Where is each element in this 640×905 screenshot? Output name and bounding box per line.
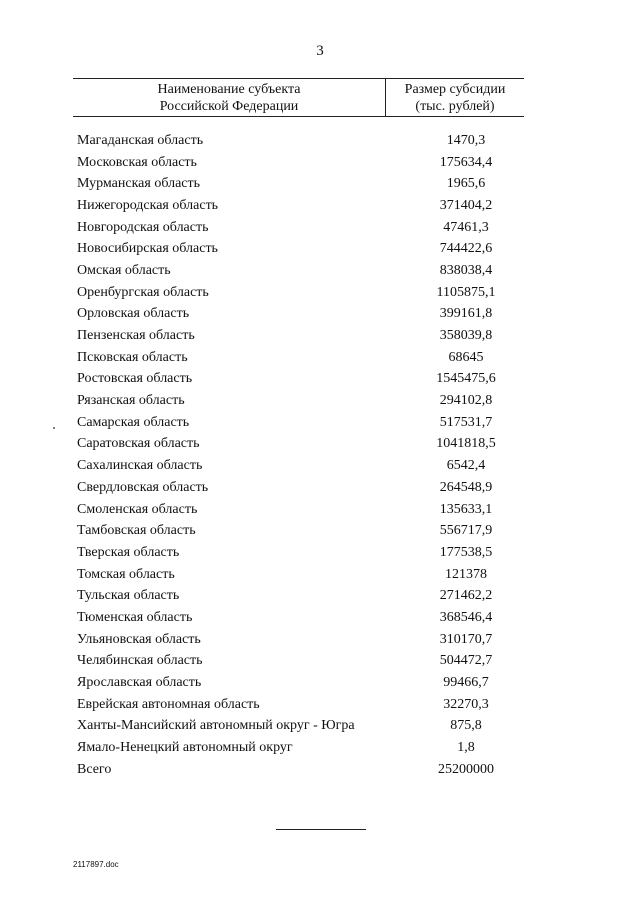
subsidy-amount: 25200000 xyxy=(438,761,494,777)
subsidy-amount: 32270,3 xyxy=(443,696,489,712)
table-row xyxy=(77,737,537,759)
subject-name: Свердловская область xyxy=(77,479,209,495)
subsidy-amount: 47461,3 xyxy=(443,219,489,235)
table-row xyxy=(77,347,537,369)
subject-name: Омская область xyxy=(77,262,171,278)
table-row xyxy=(77,694,537,716)
subsidy-amount: 1965,6 xyxy=(446,176,486,192)
subject-name: Челябинская область xyxy=(77,653,203,669)
subsidy-amount: 875,8 xyxy=(450,718,482,734)
table-row xyxy=(77,173,537,195)
table-row xyxy=(77,434,537,456)
subject-name: Рязанская область xyxy=(77,393,185,409)
scan-speck xyxy=(53,427,55,429)
subject-name: Ульяновская область xyxy=(77,631,201,647)
subject-name: Тверская область xyxy=(77,544,180,560)
table-row xyxy=(77,542,537,564)
header-name-line1: Наименование субъекта xyxy=(157,82,301,97)
subsidy-amount: 294102,8 xyxy=(439,393,493,409)
table-row xyxy=(77,564,537,586)
subsidy-amount: 1041818,5 xyxy=(436,436,496,452)
subject-name: Оренбургская область xyxy=(77,284,209,300)
subsidy-amount: 310170,7 xyxy=(439,631,493,647)
header-name-column xyxy=(73,79,386,116)
table-row xyxy=(77,672,537,694)
table-row xyxy=(77,477,537,499)
table-row xyxy=(77,585,537,607)
table-row xyxy=(77,130,537,152)
table-row xyxy=(77,195,537,217)
table-row xyxy=(77,304,537,326)
subject-name: Томская область xyxy=(77,566,175,582)
subject-name: Тамбовская область xyxy=(77,523,196,539)
table-body xyxy=(77,130,537,781)
subject-name: Самарская область xyxy=(77,414,190,430)
subject-name: Новосибирская область xyxy=(77,241,218,257)
table-row xyxy=(77,260,537,282)
table-row xyxy=(77,455,537,477)
subject-name: Псковская область xyxy=(77,349,188,365)
header-value-line1: Размер субсидии xyxy=(404,82,506,97)
subsidy-amount: 271462,2 xyxy=(439,588,493,604)
subsidy-amount: 264548,9 xyxy=(439,479,493,495)
table-row xyxy=(77,629,537,651)
subject-name: Ярославская область xyxy=(77,675,202,691)
subsidy-amount: 135633,1 xyxy=(439,501,493,517)
header-value-column xyxy=(386,79,524,116)
table-row xyxy=(77,217,537,239)
subsidy-amount: 6542,4 xyxy=(446,458,486,474)
subject-name: Мурманская область xyxy=(77,176,201,192)
subject-name: Пензенская область xyxy=(77,328,195,344)
subsidy-amount: 1105875,1 xyxy=(436,284,496,300)
header-name-line2: Российской Федерации xyxy=(159,99,299,114)
table-row xyxy=(77,152,537,174)
file-name: 2117897.doc xyxy=(73,860,119,869)
subsidy-amount: 504472,7 xyxy=(439,653,493,669)
table-row xyxy=(77,651,537,673)
subject-name: Новгородская область xyxy=(77,219,209,235)
table-row xyxy=(77,412,537,434)
subsidy-amount: 177538,5 xyxy=(439,544,493,560)
subject-name: Тульская область xyxy=(77,588,180,604)
subsidy-amount: 556717,9 xyxy=(439,523,493,539)
subsidy-amount: 368546,4 xyxy=(439,609,493,625)
subject-name: Ямало-Ненецкий автономный округ xyxy=(77,740,293,756)
page-number: 3 xyxy=(316,43,324,59)
table-row xyxy=(77,499,537,521)
subsidy-amount: 99466,7 xyxy=(443,675,489,691)
table-row xyxy=(77,325,537,347)
subject-name: Магаданская область xyxy=(77,132,204,148)
subsidy-amount: 1470,3 xyxy=(446,132,486,148)
table-row xyxy=(77,520,537,542)
subject-name: Тюменская область xyxy=(77,609,193,625)
table-row xyxy=(77,282,537,304)
subsidy-amount: 517531,7 xyxy=(439,414,493,430)
table-row xyxy=(77,759,537,781)
table-row xyxy=(77,607,537,629)
table-row xyxy=(77,390,537,412)
subject-name: Смоленская область xyxy=(77,501,198,517)
subject-name: Московская область xyxy=(77,154,197,170)
subsidy-amount: 68645 xyxy=(448,349,484,365)
table-row xyxy=(77,238,537,260)
subsidy-amount: 175634,4 xyxy=(439,154,493,170)
subject-name: Еврейская автономная область xyxy=(77,696,260,712)
end-rule xyxy=(276,829,366,830)
subject-name: Нижегородская область xyxy=(77,197,219,213)
table-header xyxy=(73,78,524,117)
subject-name: Саратовская область xyxy=(77,436,200,452)
header-value-line2: (тыс. рублей) xyxy=(415,99,495,114)
subject-name: Всего xyxy=(77,761,112,777)
subsidy-amount: 744422,6 xyxy=(439,241,493,257)
subsidy-amount: 1545475,6 xyxy=(436,371,496,387)
table-row xyxy=(77,369,537,391)
subject-name: Ханты-Мансийский автономный округ - Югра xyxy=(77,718,355,734)
table-row xyxy=(77,716,537,738)
subsidy-amount: 121378 xyxy=(445,566,487,582)
subsidy-amount: 838038,4 xyxy=(439,262,493,278)
subsidy-amount: 1,8 xyxy=(457,740,475,756)
subject-name: Сахалинская область xyxy=(77,458,203,474)
subsidy-amount: 371404,2 xyxy=(439,197,493,213)
subsidy-amount: 358039,8 xyxy=(439,328,493,344)
subject-name: Ростовская область xyxy=(77,371,193,387)
subject-name: Орловская область xyxy=(77,306,190,322)
subsidy-amount: 399161,8 xyxy=(439,306,493,322)
